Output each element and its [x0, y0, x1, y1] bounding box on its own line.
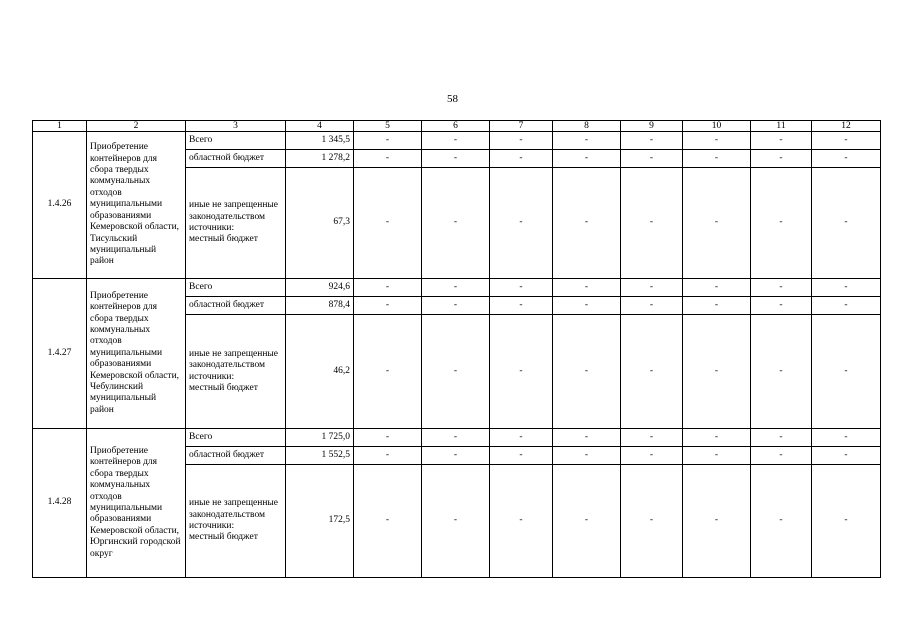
empty-value-cell: - [751, 132, 812, 150]
local-value: 172,5 [286, 465, 354, 578]
empty-value-cell: - [490, 429, 553, 447]
regional-value: 1 278,2 [286, 150, 354, 168]
empty-value-cell: - [812, 150, 881, 168]
table-row [33, 429, 881, 447]
empty-value-cell: - [812, 447, 881, 465]
empty-value-cell: - [751, 429, 812, 447]
empty-value-cell: - [683, 447, 751, 465]
empty-value-cell: - [354, 132, 422, 150]
empty-value-cell: - [621, 315, 683, 429]
empty-value-cell: - [553, 279, 621, 297]
empty-value-cell: - [354, 168, 422, 279]
total-value: 1 345,5 [286, 132, 354, 150]
col-header: 2 [87, 121, 186, 132]
empty-value-cell: - [553, 297, 621, 315]
empty-value-cell: - [683, 465, 751, 578]
empty-value-cell: - [422, 132, 490, 150]
empty-value-cell: - [812, 279, 881, 297]
empty-value-cell: - [490, 132, 553, 150]
empty-value-cell: - [812, 132, 881, 150]
col-header: 4 [286, 121, 354, 132]
source-local-label: местный бюджет [189, 382, 258, 393]
page-number: 58 [447, 93, 458, 105]
total-value: 1 725,0 [286, 429, 354, 447]
regional-value: 878,4 [286, 297, 354, 315]
empty-value-cell: - [621, 279, 683, 297]
col-header: 11 [751, 121, 812, 132]
empty-value-cell: - [354, 150, 422, 168]
empty-value-cell: - [422, 150, 490, 168]
col-header: 1 [33, 121, 87, 132]
source-local-label: местный бюджет [189, 234, 258, 245]
empty-value-cell: - [354, 297, 422, 315]
source-other-cell [186, 168, 286, 279]
empty-value-cell: - [812, 297, 881, 315]
source-total-label: Всего [186, 429, 286, 447]
col-header: 12 [812, 121, 881, 132]
local-value: 67,3 [286, 168, 354, 279]
empty-value-cell: - [422, 315, 490, 429]
empty-value-cell: - [812, 429, 881, 447]
empty-value-cell: - [490, 315, 553, 429]
empty-value-cell: - [490, 279, 553, 297]
column-numbers-row [33, 121, 881, 132]
empty-value-cell: - [490, 447, 553, 465]
empty-value-cell: - [422, 279, 490, 297]
source-other-label: иные не запрещенные законодательством источники: [189, 498, 279, 531]
local-value: 46,2 [286, 315, 354, 429]
empty-value-cell: - [683, 315, 751, 429]
source-regional-label: областной бюджет [186, 297, 286, 315]
empty-value-cell: - [683, 132, 751, 150]
empty-value-cell: - [354, 465, 422, 578]
empty-value-cell: - [553, 465, 621, 578]
source-regional-label: областной бюджет [186, 447, 286, 465]
budget-table [32, 120, 881, 578]
activity-number: 1.4.26 [33, 132, 87, 279]
source-other-label: иные не запрещенные законодательством источники: [189, 348, 279, 382]
empty-value-cell: - [751, 447, 812, 465]
source-local-label: местный бюджет [189, 532, 258, 543]
activity-number: 1.4.27 [33, 279, 87, 429]
empty-value-cell: - [553, 429, 621, 447]
empty-value-cell: - [490, 297, 553, 315]
empty-value-cell: - [621, 168, 683, 279]
source-other-cell [186, 465, 286, 578]
empty-value-cell: - [422, 168, 490, 279]
empty-value-cell: - [354, 429, 422, 447]
empty-value-cell: - [621, 465, 683, 578]
empty-value-cell: - [490, 168, 553, 279]
empty-value-cell: - [354, 447, 422, 465]
empty-value-cell: - [490, 150, 553, 168]
empty-value-cell: - [751, 279, 812, 297]
empty-value-cell: - [812, 315, 881, 429]
source-other-cell [186, 315, 286, 429]
empty-value-cell: - [683, 150, 751, 168]
activity-name: Приобретение контейнеров для сбора твердых коммунальных отходов муниципальными образованиями Кемеровской области, Юргинский городской округ [87, 429, 186, 578]
empty-value-cell: - [683, 297, 751, 315]
empty-value-cell: - [422, 297, 490, 315]
empty-value-cell: - [553, 168, 621, 279]
col-header: 10 [683, 121, 751, 132]
empty-value-cell: - [422, 465, 490, 578]
col-header: 5 [354, 121, 422, 132]
regional-value: 1 552,5 [286, 447, 354, 465]
empty-value-cell: - [354, 279, 422, 297]
table-row [33, 132, 881, 150]
empty-value-cell: - [683, 279, 751, 297]
empty-value-cell: - [553, 315, 621, 429]
empty-value-cell: - [751, 465, 812, 578]
empty-value-cell: - [621, 132, 683, 150]
col-header: 6 [422, 121, 490, 132]
empty-value-cell: - [621, 297, 683, 315]
empty-value-cell: - [751, 297, 812, 315]
empty-value-cell: - [553, 447, 621, 465]
source-total-label: Всего [186, 279, 286, 297]
activity-name: Приобретение контейнеров для сбора твердых коммунальных отходов муниципальными образованиями Кемеровской области, Тисульский муниципальный район [87, 132, 186, 279]
empty-value-cell: - [751, 168, 812, 279]
empty-value-cell: - [751, 315, 812, 429]
activity-name: Приобретение контейнеров для сбора твердых коммунальных отходов муниципальными образованиями Кемеровской области, Чебулинский муниципальный район [87, 279, 186, 429]
empty-value-cell: - [553, 132, 621, 150]
empty-value-cell: - [683, 168, 751, 279]
col-header: 8 [553, 121, 621, 132]
empty-value-cell: - [490, 465, 553, 578]
col-header: 7 [490, 121, 553, 132]
col-header: 3 [186, 121, 286, 132]
source-total-label: Всего [186, 132, 286, 150]
source-other-label: иные не запрещенные законодательством источники: [189, 200, 279, 233]
empty-value-cell: - [621, 429, 683, 447]
table-row [33, 279, 881, 297]
empty-value-cell: - [422, 429, 490, 447]
empty-value-cell: - [621, 447, 683, 465]
source-regional-label: областной бюджет [186, 150, 286, 168]
empty-value-cell: - [354, 315, 422, 429]
empty-value-cell: - [812, 168, 881, 279]
empty-value-cell: - [621, 150, 683, 168]
empty-value-cell: - [422, 447, 490, 465]
empty-value-cell: - [751, 150, 812, 168]
empty-value-cell: - [683, 429, 751, 447]
empty-value-cell: - [553, 150, 621, 168]
total-value: 924,6 [286, 279, 354, 297]
empty-value-cell: - [812, 465, 881, 578]
activity-number: 1.4.28 [33, 429, 87, 578]
col-header: 9 [621, 121, 683, 132]
